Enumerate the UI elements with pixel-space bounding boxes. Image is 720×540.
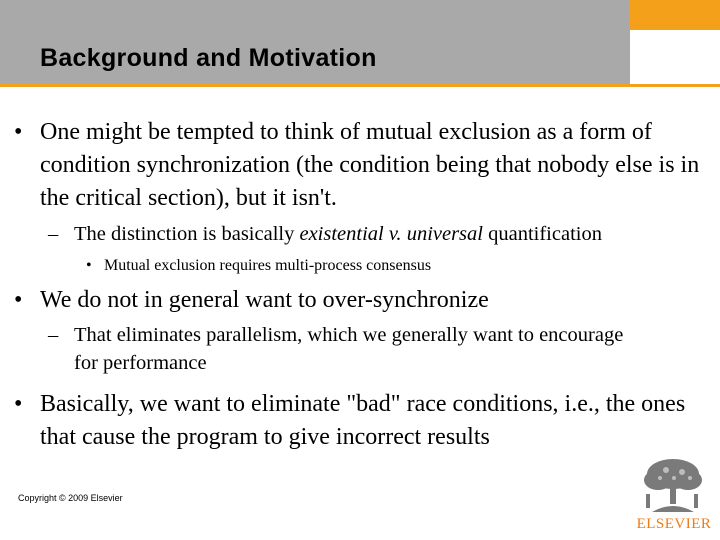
bullet-marker: • [14, 287, 23, 313]
slide-title: Background and Motivation [40, 44, 377, 72]
elsevier-logo [636, 456, 712, 536]
bullet-2-1 [48, 321, 634, 377]
bullet-3 [14, 388, 705, 454]
bullet-2-1-text: That eliminates parallelism, which we generally want to encourage for performance [74, 324, 624, 374]
bullet-1-1-1 [86, 256, 704, 276]
bullet-1-1-em2: universal [406, 223, 483, 245]
header-rule [0, 84, 720, 87]
bullet-1-1-post: quantification [482, 223, 602, 245]
tree-icon [638, 456, 708, 514]
bullet-2 [14, 284, 700, 317]
bullet-1 [14, 116, 700, 215]
copyright-text: Copyright © 2009 Elsevier [18, 493, 123, 503]
bullet-1-1-pre: The distinction is basically [74, 223, 300, 245]
bullet-1-1 [48, 220, 714, 248]
dash-marker: – [48, 223, 59, 245]
bullet-3-text: Basically, we want to eliminate "bad" race conditions, i.e., the ones that cause the program to give incorrect results [40, 391, 686, 450]
bullet-marker: • [14, 391, 23, 417]
accent-bar [630, 0, 720, 30]
bullet-2-text: We do not in general want to over-synchronize [40, 287, 489, 313]
bullet-1-1-1-text: Mutual exclusion requires multi-process consensus [104, 257, 432, 274]
bullet-1-text: One might be tempted to think of mutual exclusion as a form of condition synchronization (the condition being that nobody else is in the critical section), but it isn't. [40, 119, 700, 211]
dash-marker: – [48, 324, 59, 346]
bullet-marker: • [86, 257, 92, 274]
bullet-1-1-mid: v. [383, 223, 407, 245]
elsevier-logo-text: ELSEVIER [636, 516, 712, 532]
bullet-marker: • [14, 119, 23, 145]
bullet-1-1-em1: existential [299, 223, 384, 245]
